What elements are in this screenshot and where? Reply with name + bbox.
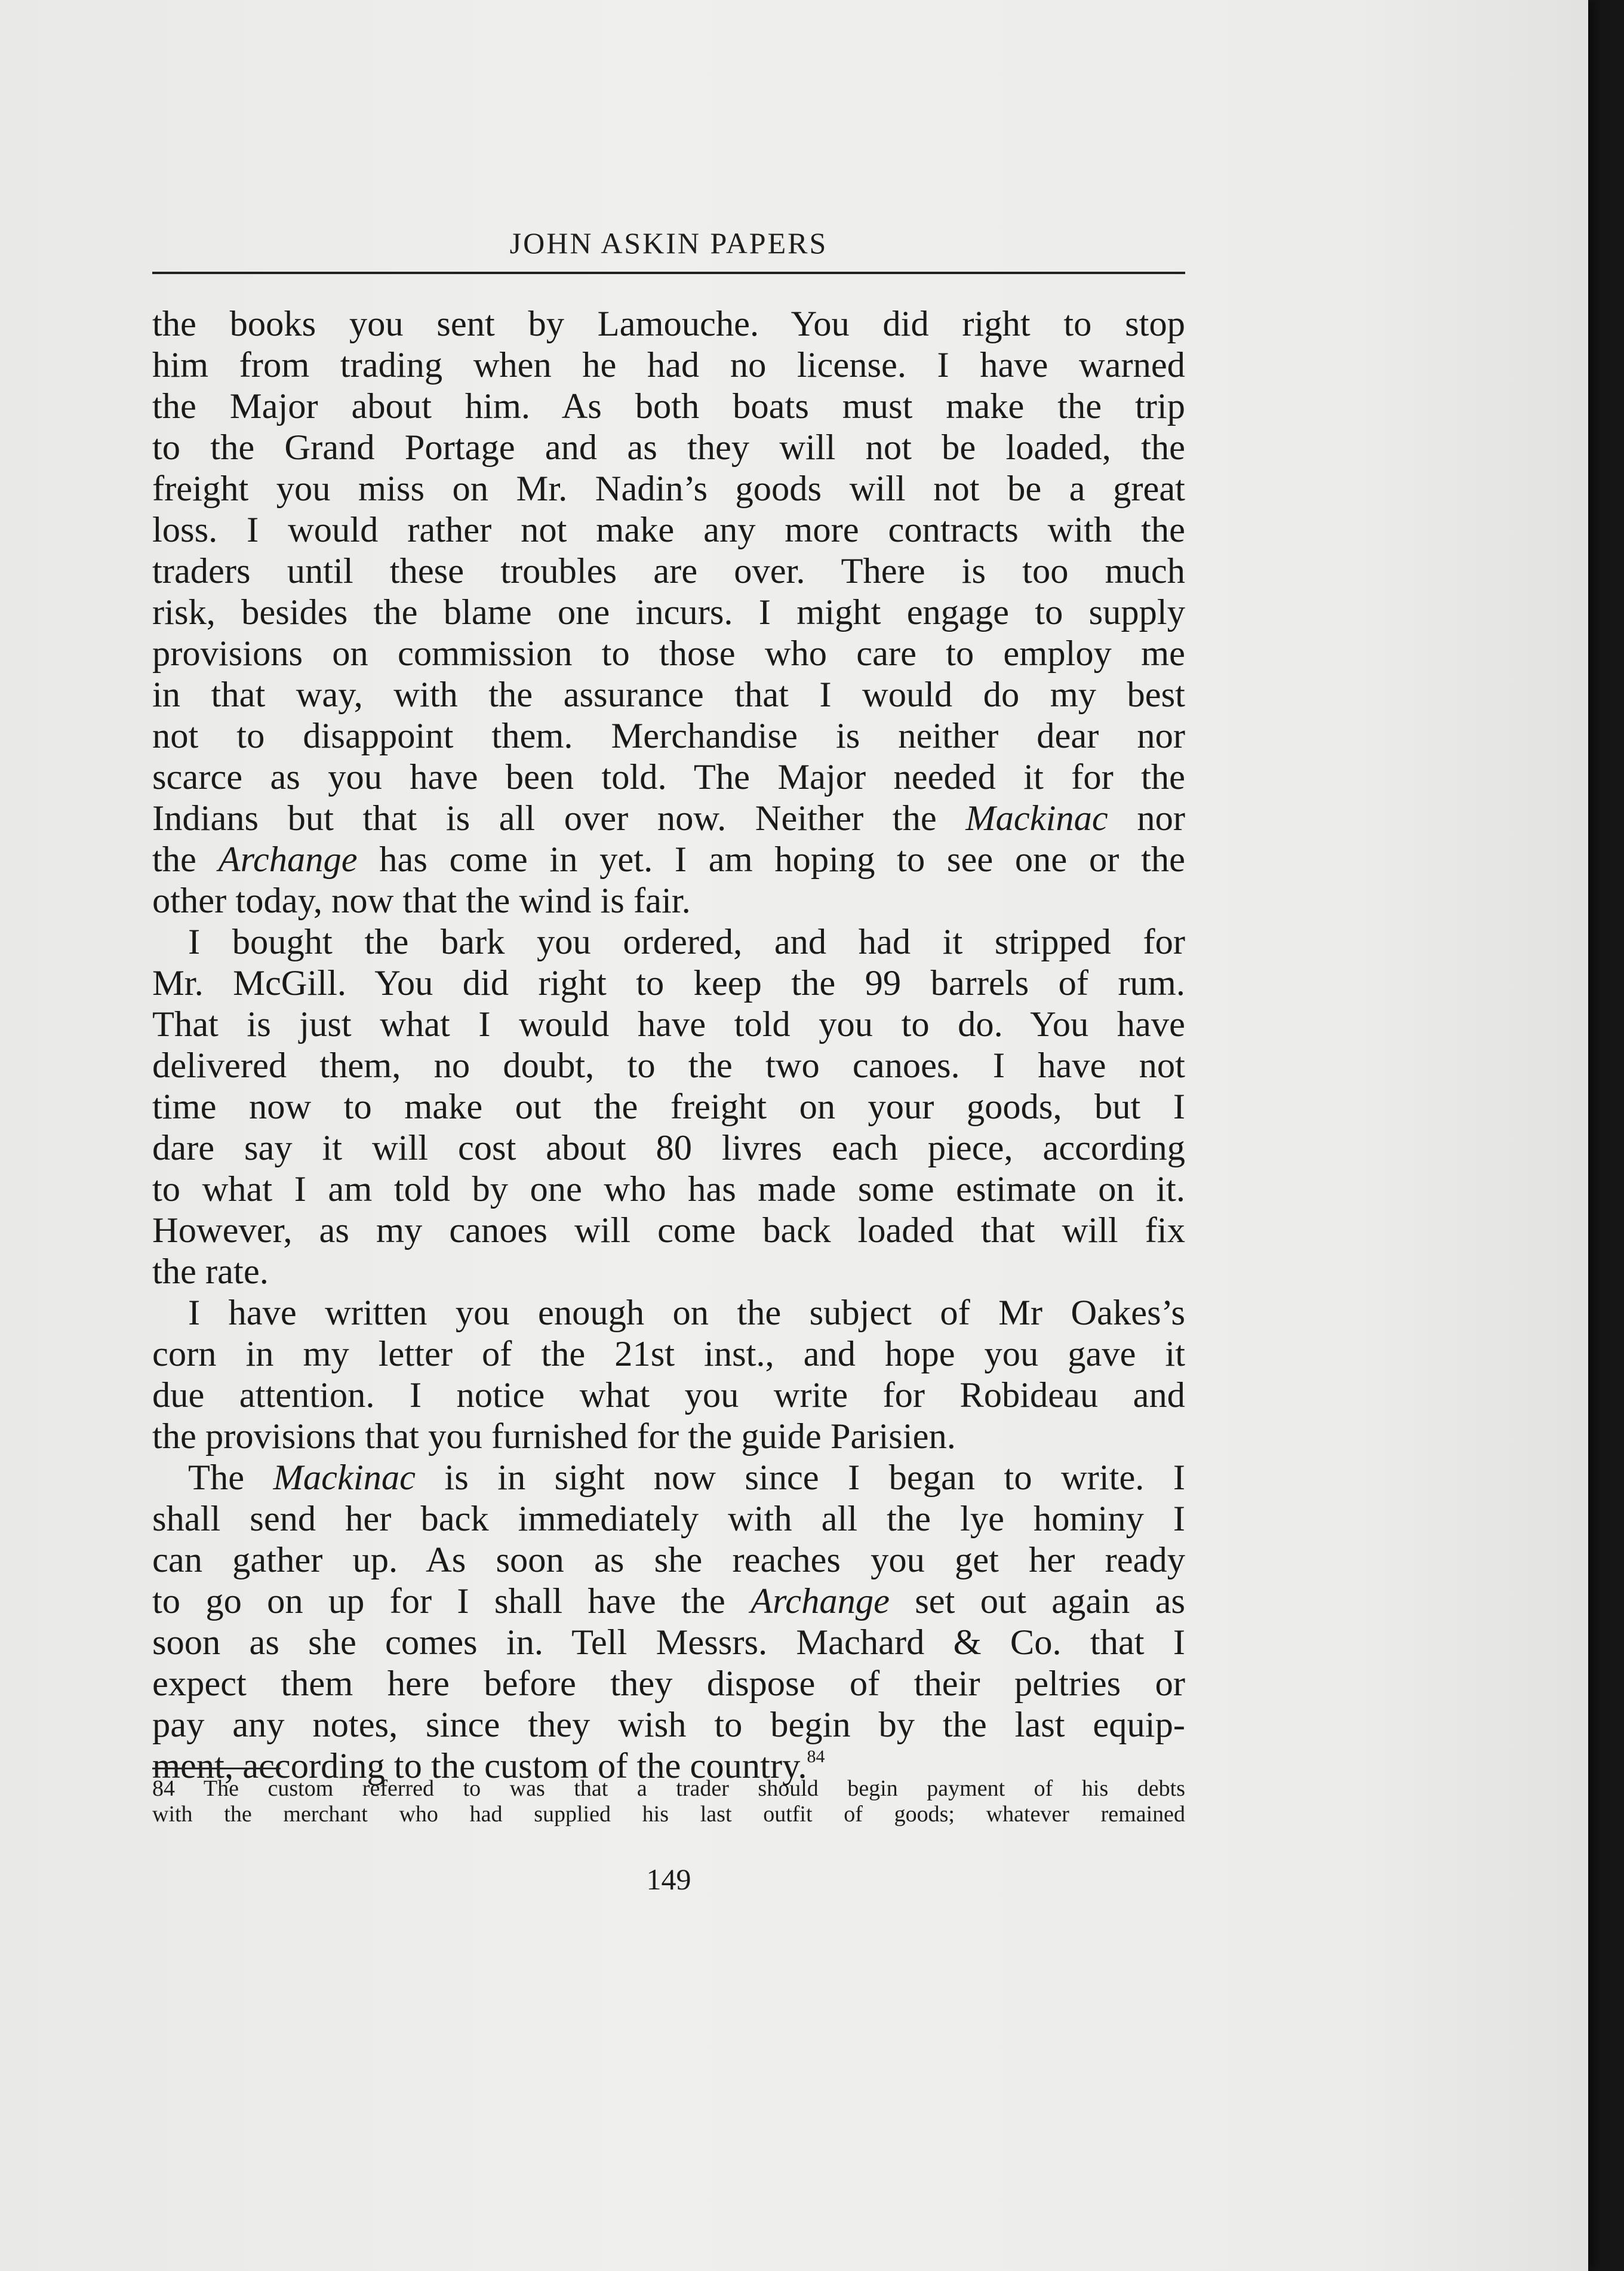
text-line-text: has come in yet. I am hoping to see one or the (357, 840, 1185, 880)
page-number: 149 (646, 1863, 691, 1896)
text-line-text: soon as she comes in. Tell Messrs. Machard & Co. that I (152, 1622, 1185, 1662)
text-line (152, 1663, 1185, 1704)
text-line (152, 1581, 1185, 1622)
text-line (152, 427, 1185, 468)
text-line-italic: Archange (218, 840, 358, 880)
text-line (152, 386, 1185, 427)
footnotes (152, 1776, 1185, 1827)
text-line (152, 1292, 1185, 1333)
text-line (152, 1251, 1185, 1292)
text-line-text: That is just what I would have told you to do. You have (152, 1004, 1185, 1044)
text-line (152, 839, 1185, 880)
text-line-text: the books you sent by Lamouche. You did right to stop (152, 304, 1185, 344)
text-line-text: freight you miss on Mr. Nadin’s goods will not be a great (152, 469, 1185, 509)
text-line (152, 1539, 1185, 1581)
header-rule (152, 272, 1185, 274)
text-line-text: nor (1108, 798, 1185, 838)
text-line (152, 592, 1185, 633)
text-line-text: traders until these troubles are over. There is too much (152, 551, 1185, 591)
text-line-text: provisions on commission to those who care to employ me (152, 634, 1185, 674)
text-line (152, 1004, 1185, 1045)
footnote-rule (152, 1768, 281, 1769)
text-line (152, 1333, 1185, 1375)
text-line (152, 1457, 1185, 1498)
text-line-text: scarce as you have been told. The Major needed it for the (152, 757, 1185, 797)
text-line-text: corn in my letter of the 21st inst., and hope you gave it (152, 1334, 1185, 1374)
text-line (152, 757, 1185, 798)
text-line (152, 633, 1185, 674)
text-line-text: time now to make out the freight on your goods, but I (152, 1087, 1185, 1127)
text-line-text: the (152, 840, 219, 880)
text-line-text: other today, now that the wind is fair. (152, 881, 691, 921)
text-line (152, 1210, 1185, 1251)
text-line-text: the Major about him. As both boats must make the trip (152, 386, 1185, 426)
text-line-text: I bought the bark you ordered, and had it stripped for (188, 922, 1185, 962)
text-line (152, 921, 1185, 963)
text-line-text: him from trading when he had no license. I have warned (152, 345, 1185, 385)
text-line (152, 798, 1185, 839)
running-head: JOHN ASKIN PAPERS (509, 226, 828, 260)
text-line-text: can gather up. As soon as she reaches you get her ready (152, 1540, 1185, 1580)
text-line-text: The (188, 1458, 273, 1498)
text-line (152, 1498, 1185, 1539)
text-line (152, 509, 1185, 551)
text-line-text: I have written you enough on the subject of Mr Oakes’s (188, 1293, 1185, 1333)
text-line-text: the provisions that you furnished for the guide Parisien. (152, 1416, 956, 1456)
text-line-text: to go on up for I shall have the (152, 1581, 751, 1621)
footnote-line-text: 84 The custom referred to was that a trader should begin payment of his debts (152, 1776, 1185, 1801)
text-line (152, 1704, 1185, 1745)
text-line-text: Mr. McGill. You did right to keep the 99 barrels of rum. (152, 963, 1185, 1003)
footnote-line-text: with the merchant who had supplied his last outfit of goods; whatever remained (152, 1802, 1185, 1827)
text-line-text: in that way, with the assurance that I would do my best (152, 675, 1185, 715)
text-line-text: However, as my canoes will come back loaded that will fix (152, 1210, 1185, 1250)
text-line (152, 715, 1185, 757)
text-line (152, 1375, 1185, 1416)
footnote-line (152, 1776, 1185, 1802)
text-line-italic: Mackinac (965, 798, 1108, 838)
text-line-text: due attention. I notice what you write for Robideau and (152, 1375, 1185, 1415)
text-line-text: pay any notes, since they wish to begin by the last equip- (152, 1705, 1185, 1745)
text-line (152, 468, 1185, 509)
text-line-text: delivered them, no doubt, to the two canoes. I have not (152, 1046, 1185, 1086)
text-line-text: risk, besides the blame one incurs. I might engage to supply (152, 592, 1185, 632)
body-text (152, 303, 1185, 1787)
text-line-text: set out again as (890, 1581, 1185, 1621)
text-line (152, 674, 1185, 715)
text-line (152, 1127, 1185, 1169)
text-line-text: dare say it will cost about 80 livres each piece, according (152, 1128, 1185, 1168)
text-line (152, 1086, 1185, 1127)
footnote-reference: 84 (807, 1747, 825, 1766)
text-line-italic: Archange (751, 1581, 890, 1621)
text-line (152, 551, 1185, 592)
text-line-italic: Mackinac (273, 1458, 416, 1498)
text-line (152, 963, 1185, 1004)
text-line (152, 1169, 1185, 1210)
text-line-text: to what I am told by one who has made some estimate on it. (152, 1169, 1185, 1209)
text-line (152, 345, 1185, 386)
text-line (152, 1416, 1185, 1457)
text-line-text: loss. I would rather not make any more contracts with the (152, 510, 1185, 550)
text-line-text: not to disappoint them. Merchandise is neither dear nor (152, 716, 1185, 756)
text-line-text: to the Grand Portage and as they will not be loaded, the (152, 428, 1185, 468)
text-line (152, 1622, 1185, 1663)
text-line (152, 880, 1185, 921)
text-line-text: the rate. (152, 1252, 269, 1292)
text-line-text: Indians but that is all over now. Neither the (152, 798, 966, 838)
text-line (152, 303, 1185, 345)
text-line (152, 1045, 1185, 1086)
footnote-line (152, 1802, 1185, 1827)
text-line-text: is in sight now since I began to write. I (416, 1458, 1185, 1498)
text-line-text: shall send her back immediately with all the lye hominy I (152, 1499, 1185, 1539)
text-line-text: expect them here before they dispose of their peltries or (152, 1664, 1185, 1704)
text-line-text: ment, according to the custom of the country. (152, 1746, 807, 1786)
